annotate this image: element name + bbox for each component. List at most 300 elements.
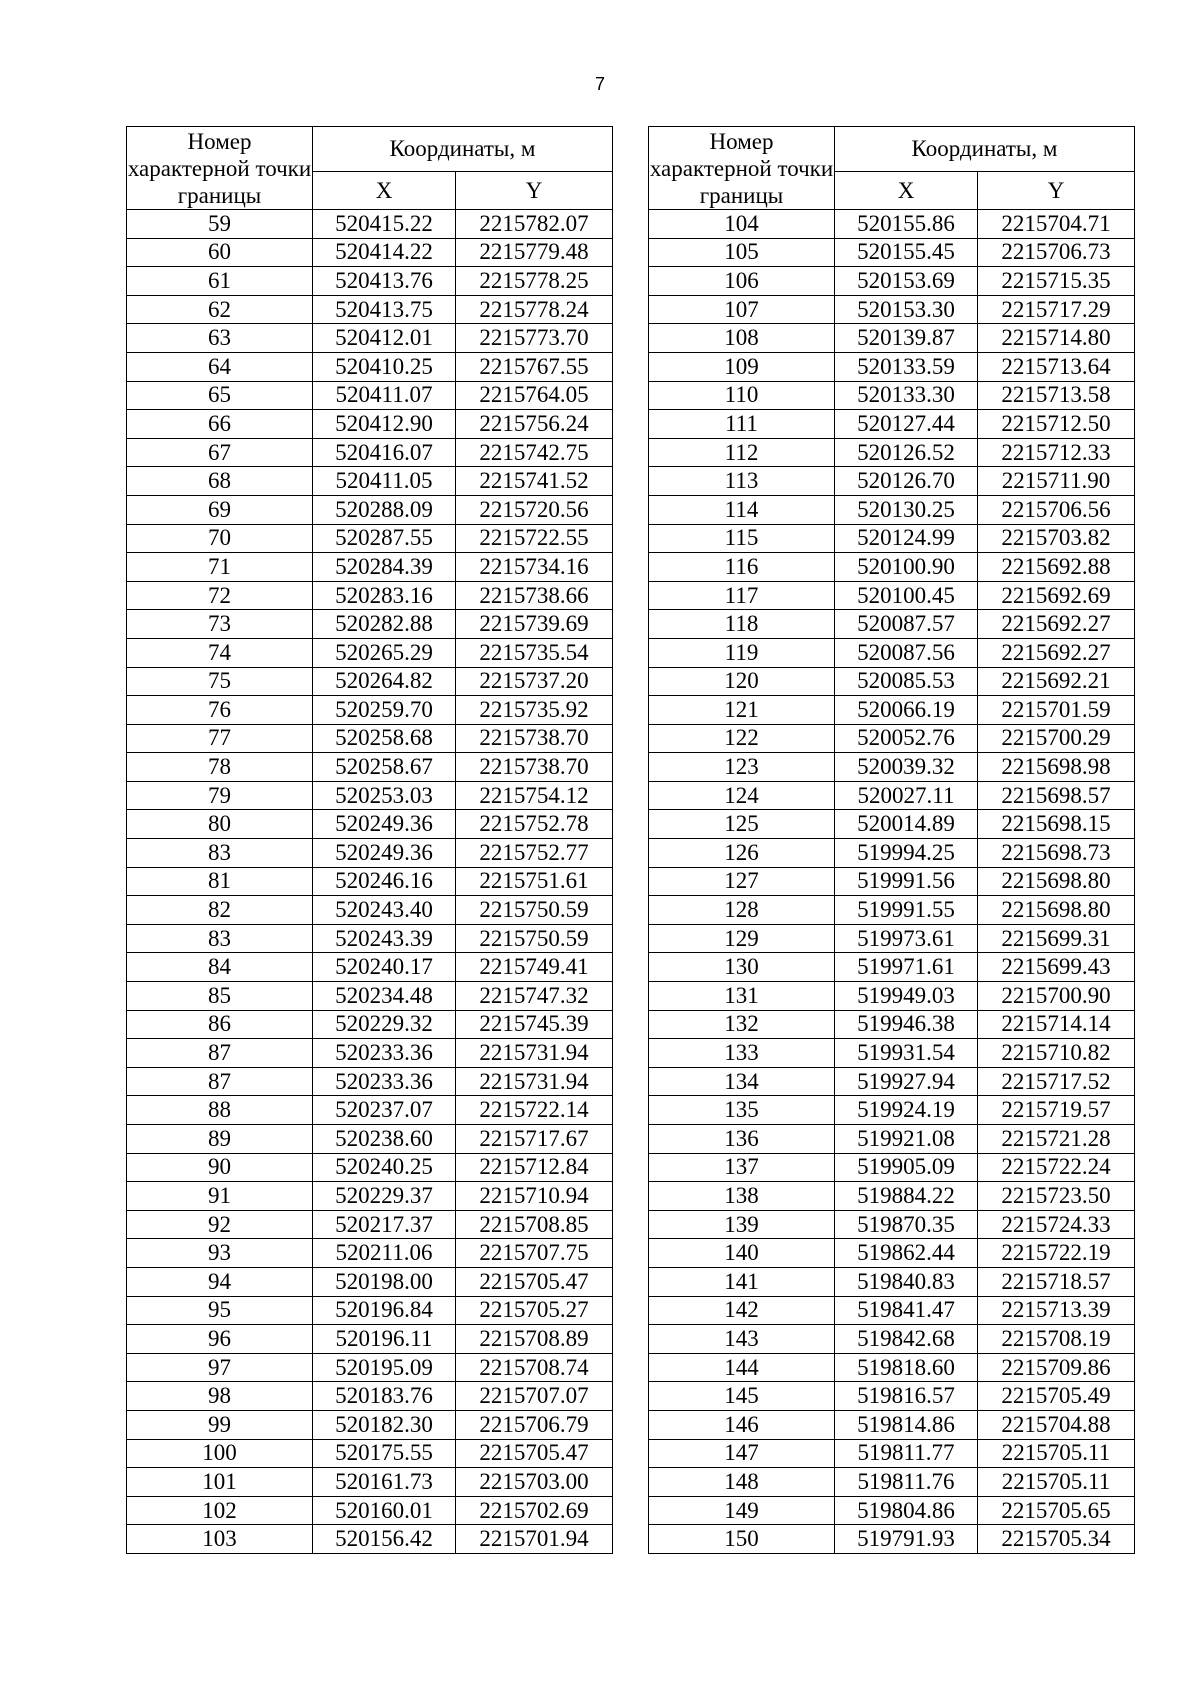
cell-x: 520413.75 [313, 295, 456, 324]
cell-point-number: 70 [127, 524, 313, 553]
table-row [649, 438, 1135, 467]
cell-y: 2215698.98 [978, 753, 1135, 782]
table-row [649, 524, 1135, 553]
table-row [127, 524, 613, 553]
cell-x: 519931.54 [835, 1039, 978, 1068]
table-row [127, 867, 613, 896]
cell-x: 520100.45 [835, 581, 978, 610]
cell-point-number: 77 [127, 724, 313, 753]
cell-x: 520237.07 [313, 1096, 456, 1125]
cell-x: 520253.03 [313, 781, 456, 810]
cell-point-number: 89 [127, 1125, 313, 1154]
cell-y: 2215731.94 [456, 1067, 613, 1096]
cell-y: 2215720.56 [456, 495, 613, 524]
table-row [649, 210, 1135, 239]
cell-x: 520066.19 [835, 696, 978, 725]
cell-point-number: 135 [649, 1096, 835, 1125]
cell-point-number: 72 [127, 581, 313, 610]
cell-y: 2215735.92 [456, 696, 613, 725]
cell-y: 2215705.27 [456, 1296, 613, 1325]
cell-point-number: 80 [127, 810, 313, 839]
table-row [127, 667, 613, 696]
cell-x: 520238.60 [313, 1125, 456, 1154]
cell-y: 2215707.75 [456, 1239, 613, 1268]
cell-point-number: 64 [127, 352, 313, 381]
cell-point-number: 128 [649, 896, 835, 925]
table-row [649, 581, 1135, 610]
table-row [127, 1210, 613, 1239]
cell-x: 520265.29 [313, 638, 456, 667]
cell-point-number: 110 [649, 381, 835, 410]
table-row [649, 238, 1135, 267]
cell-y: 2215722.14 [456, 1096, 613, 1125]
cell-point-number: 120 [649, 667, 835, 696]
cell-point-number: 123 [649, 753, 835, 782]
cell-y: 2215700.90 [978, 982, 1135, 1011]
cell-y: 2215704.71 [978, 210, 1135, 239]
header-y: Y [456, 172, 613, 210]
cell-point-number: 125 [649, 810, 835, 839]
cell-y: 2215708.85 [456, 1210, 613, 1239]
table-row [649, 410, 1135, 439]
cell-y: 2215692.27 [978, 610, 1135, 639]
table-row [649, 1353, 1135, 1382]
cell-y: 2215708.89 [456, 1325, 613, 1354]
cell-x: 519862.44 [835, 1239, 978, 1268]
cell-y: 2215700.29 [978, 724, 1135, 753]
table-row [127, 295, 613, 324]
cell-x: 520196.11 [313, 1325, 456, 1354]
cell-x: 520240.25 [313, 1153, 456, 1182]
table-row [127, 352, 613, 381]
cell-point-number: 87 [127, 1039, 313, 1068]
cell-y: 2215713.39 [978, 1296, 1135, 1325]
table-row [127, 610, 613, 639]
cell-point-number: 115 [649, 524, 835, 553]
cell-y: 2215698.80 [978, 896, 1135, 925]
table-row [127, 1439, 613, 1468]
cell-y: 2215692.69 [978, 581, 1135, 610]
cell-point-number: 142 [649, 1296, 835, 1325]
header-coordinates: Координаты, м [835, 127, 1135, 172]
cell-x: 519791.93 [835, 1525, 978, 1554]
table-row [127, 324, 613, 353]
cell-point-number: 149 [649, 1496, 835, 1525]
table-row [127, 781, 613, 810]
table-row [127, 924, 613, 953]
table-row [127, 1296, 613, 1325]
cell-x: 520411.07 [313, 381, 456, 410]
table-row [127, 982, 613, 1011]
cell-y: 2215745.39 [456, 1010, 613, 1039]
cell-y: 2215706.73 [978, 238, 1135, 267]
table-row [127, 438, 613, 467]
table-row [649, 696, 1135, 725]
cell-x: 520211.06 [313, 1239, 456, 1268]
cell-y: 2215717.67 [456, 1125, 613, 1154]
cell-point-number: 106 [649, 267, 835, 296]
cell-x: 519921.08 [835, 1125, 978, 1154]
cell-x: 519818.60 [835, 1353, 978, 1382]
cell-point-number: 133 [649, 1039, 835, 1068]
cell-x: 519842.68 [835, 1325, 978, 1354]
cell-point-number: 71 [127, 553, 313, 582]
table-row [649, 1125, 1135, 1154]
table-row [127, 1267, 613, 1296]
cell-y: 2215722.24 [978, 1153, 1135, 1182]
cell-point-number: 134 [649, 1067, 835, 1096]
cell-x: 520196.84 [313, 1296, 456, 1325]
cell-x: 519840.83 [835, 1267, 978, 1296]
cell-y: 2215722.19 [978, 1239, 1135, 1268]
cell-x: 520287.55 [313, 524, 456, 553]
cell-y: 2215708.19 [978, 1325, 1135, 1354]
cell-y: 2215717.52 [978, 1067, 1135, 1096]
cell-point-number: 75 [127, 667, 313, 696]
cell-y: 2215713.64 [978, 352, 1135, 381]
cell-point-number: 92 [127, 1210, 313, 1239]
cell-y: 2215710.94 [456, 1182, 613, 1211]
cell-y: 2215738.70 [456, 753, 613, 782]
table-row [649, 638, 1135, 667]
cell-x: 519905.09 [835, 1153, 978, 1182]
cell-point-number: 143 [649, 1325, 835, 1354]
cell-x: 520156.42 [313, 1525, 456, 1554]
coordinates-table-right [648, 126, 1135, 1554]
table-row [649, 1296, 1135, 1325]
cell-y: 2215701.94 [456, 1525, 613, 1554]
cell-x: 520249.36 [313, 810, 456, 839]
table-row [127, 210, 613, 239]
cell-y: 2215754.12 [456, 781, 613, 810]
cell-y: 2215703.82 [978, 524, 1135, 553]
table-row [649, 1325, 1135, 1354]
cell-x: 519841.47 [835, 1296, 978, 1325]
cell-point-number: 129 [649, 924, 835, 953]
cell-x: 520412.01 [313, 324, 456, 353]
cell-point-number: 94 [127, 1267, 313, 1296]
table-row [649, 1010, 1135, 1039]
table-row [127, 1496, 613, 1525]
cell-point-number: 137 [649, 1153, 835, 1182]
cell-point-number: 99 [127, 1410, 313, 1439]
cell-x: 519994.25 [835, 839, 978, 868]
table-row [649, 1525, 1135, 1554]
cell-y: 2215703.00 [456, 1468, 613, 1497]
cell-point-number: 68 [127, 467, 313, 496]
cell-x: 519816.57 [835, 1382, 978, 1411]
table-row [127, 953, 613, 982]
table-row [127, 1067, 613, 1096]
cell-y: 2215692.27 [978, 638, 1135, 667]
table-row [649, 1382, 1135, 1411]
table-row [127, 1182, 613, 1211]
table-row [127, 467, 613, 496]
cell-y: 2215705.11 [978, 1439, 1135, 1468]
table-row [649, 1067, 1135, 1096]
cell-point-number: 114 [649, 495, 835, 524]
header-point-number: Номер характерной точки границы [127, 128, 312, 208]
cell-point-number: 145 [649, 1382, 835, 1411]
cell-y: 2215718.57 [978, 1267, 1135, 1296]
cell-point-number: 126 [649, 839, 835, 868]
table-row [127, 553, 613, 582]
table-row [127, 1239, 613, 1268]
cell-y: 2215714.80 [978, 324, 1135, 353]
table-row [127, 1353, 613, 1382]
cell-point-number: 144 [649, 1353, 835, 1382]
cell-y: 2215723.50 [978, 1182, 1135, 1211]
cell-y: 2215711.90 [978, 467, 1135, 496]
cell-point-number: 140 [649, 1239, 835, 1268]
cell-point-number: 62 [127, 295, 313, 324]
cell-point-number: 150 [649, 1525, 835, 1554]
cell-y: 2215739.69 [456, 610, 613, 639]
cell-point-number: 65 [127, 381, 313, 410]
cell-y: 2215722.55 [456, 524, 613, 553]
table-row [649, 324, 1135, 353]
cell-x: 519949.03 [835, 982, 978, 1011]
table-row [649, 896, 1135, 925]
table-row [649, 1496, 1135, 1525]
cell-y: 2215699.31 [978, 924, 1135, 953]
cell-y: 2215705.47 [456, 1439, 613, 1468]
cell-y: 2215709.86 [978, 1353, 1135, 1382]
header-coordinates: Координаты, м [313, 127, 613, 172]
cell-point-number: 119 [649, 638, 835, 667]
table-row [127, 1010, 613, 1039]
cell-y: 2215731.94 [456, 1039, 613, 1068]
cell-y: 2215737.20 [456, 667, 613, 696]
cell-y: 2215742.75 [456, 438, 613, 467]
cell-point-number: 101 [127, 1468, 313, 1497]
cell-y: 2215705.11 [978, 1468, 1135, 1497]
cell-x: 519811.77 [835, 1439, 978, 1468]
cell-y: 2215705.34 [978, 1525, 1135, 1554]
table-row [649, 267, 1135, 296]
table-row [127, 753, 613, 782]
cell-x: 519870.35 [835, 1210, 978, 1239]
page-number: 7 [594, 74, 605, 94]
cell-point-number: 105 [649, 238, 835, 267]
header-x: X [835, 172, 978, 210]
cell-point-number: 147 [649, 1439, 835, 1468]
table-row [649, 1439, 1135, 1468]
cell-x: 519991.56 [835, 867, 978, 896]
cell-y: 2215714.14 [978, 1010, 1135, 1039]
cell-y: 2215750.59 [456, 924, 613, 953]
cell-x: 520258.67 [313, 753, 456, 782]
cell-point-number: 95 [127, 1296, 313, 1325]
cell-y: 2215712.50 [978, 410, 1135, 439]
cell-x: 520415.22 [313, 210, 456, 239]
cell-y: 2215767.55 [456, 352, 613, 381]
cell-y: 2215717.29 [978, 295, 1135, 324]
cell-point-number: 104 [649, 210, 835, 239]
cell-point-number: 122 [649, 724, 835, 753]
cell-x: 520283.16 [313, 581, 456, 610]
cell-y: 2215708.74 [456, 1353, 613, 1382]
cell-x: 520259.70 [313, 696, 456, 725]
cell-x: 520234.48 [313, 982, 456, 1011]
cell-y: 2215752.78 [456, 810, 613, 839]
cell-x: 520183.76 [313, 1382, 456, 1411]
cell-x: 520182.30 [313, 1410, 456, 1439]
table-row [127, 1525, 613, 1554]
cell-point-number: 108 [649, 324, 835, 353]
cell-x: 519811.76 [835, 1468, 978, 1497]
table-row [649, 1039, 1135, 1068]
table-row [649, 1210, 1135, 1239]
table-row [127, 410, 613, 439]
cell-y: 2215738.66 [456, 581, 613, 610]
cell-x: 519814.86 [835, 1410, 978, 1439]
cell-y: 2215706.79 [456, 1410, 613, 1439]
cell-point-number: 69 [127, 495, 313, 524]
table-row [649, 982, 1135, 1011]
cell-y: 2215735.54 [456, 638, 613, 667]
table-row [127, 1125, 613, 1154]
table-row [127, 267, 613, 296]
cell-y: 2215706.56 [978, 495, 1135, 524]
cell-y: 2215699.43 [978, 953, 1135, 982]
cell-point-number: 100 [127, 1439, 313, 1468]
cell-x: 520087.56 [835, 638, 978, 667]
cell-point-number: 93 [127, 1239, 313, 1268]
table-row [649, 1267, 1135, 1296]
cell-point-number: 67 [127, 438, 313, 467]
table-row [649, 352, 1135, 381]
table-row [127, 839, 613, 868]
coordinates-table-left [126, 126, 613, 1554]
table-row [649, 781, 1135, 810]
cell-x: 520288.09 [313, 495, 456, 524]
cell-point-number: 74 [127, 638, 313, 667]
cell-x: 520087.57 [835, 610, 978, 639]
cell-point-number: 121 [649, 696, 835, 725]
cell-point-number: 85 [127, 982, 313, 1011]
table-row [649, 381, 1135, 410]
cell-x: 520052.76 [835, 724, 978, 753]
cell-y: 2215782.07 [456, 210, 613, 239]
cell-y: 2215692.21 [978, 667, 1135, 696]
cell-y: 2215764.05 [456, 381, 613, 410]
table-row [649, 839, 1135, 868]
cell-y: 2215773.70 [456, 324, 613, 353]
table-row [127, 724, 613, 753]
table-row [649, 724, 1135, 753]
cell-point-number: 88 [127, 1096, 313, 1125]
cell-y: 2215702.69 [456, 1496, 613, 1525]
cell-y: 2215715.35 [978, 267, 1135, 296]
table-row [649, 1239, 1135, 1268]
header-x: X [313, 172, 456, 210]
cell-x: 520229.37 [313, 1182, 456, 1211]
table-body-right [649, 210, 1135, 1554]
cell-y: 2215698.80 [978, 867, 1135, 896]
cell-point-number: 86 [127, 1010, 313, 1039]
table-row [649, 495, 1135, 524]
table-row [127, 1039, 613, 1068]
cell-x: 520217.37 [313, 1210, 456, 1239]
cell-y: 2215778.25 [456, 267, 613, 296]
cell-x: 520243.40 [313, 896, 456, 925]
cell-x: 520085.53 [835, 667, 978, 696]
cell-x: 520246.16 [313, 867, 456, 896]
cell-point-number: 78 [127, 753, 313, 782]
cell-y: 2215698.57 [978, 781, 1135, 810]
cell-point-number: 60 [127, 238, 313, 267]
cell-point-number: 61 [127, 267, 313, 296]
cell-point-number: 146 [649, 1410, 835, 1439]
table-row [127, 1096, 613, 1125]
table-row [127, 381, 613, 410]
cell-point-number: 132 [649, 1010, 835, 1039]
cell-point-number: 91 [127, 1182, 313, 1211]
cell-x: 519946.38 [835, 1010, 978, 1039]
cell-x: 520153.30 [835, 295, 978, 324]
table-row [649, 924, 1135, 953]
cell-x: 520027.11 [835, 781, 978, 810]
cell-y: 2215747.32 [456, 982, 613, 1011]
cell-x: 520198.00 [313, 1267, 456, 1296]
cell-y: 2215750.59 [456, 896, 613, 925]
cell-x: 520412.90 [313, 410, 456, 439]
cell-point-number: 83 [127, 924, 313, 953]
table-row [127, 495, 613, 524]
cell-x: 519924.19 [835, 1096, 978, 1125]
table-row [649, 553, 1135, 582]
cell-y: 2215707.07 [456, 1382, 613, 1411]
cell-x: 520282.88 [313, 610, 456, 639]
cell-x: 520416.07 [313, 438, 456, 467]
table-row [127, 1153, 613, 1182]
cell-x: 520264.82 [313, 667, 456, 696]
cell-x: 520039.32 [835, 753, 978, 782]
table-row [649, 1468, 1135, 1497]
cell-point-number: 79 [127, 781, 313, 810]
cell-x: 520240.17 [313, 953, 456, 982]
cell-y: 2215779.48 [456, 238, 613, 267]
cell-x: 520414.22 [313, 238, 456, 267]
cell-x: 520175.55 [313, 1439, 456, 1468]
cell-point-number: 131 [649, 982, 835, 1011]
cell-point-number: 141 [649, 1267, 835, 1296]
cell-x: 520195.09 [313, 1353, 456, 1382]
table-row [649, 1410, 1135, 1439]
cell-point-number: 96 [127, 1325, 313, 1354]
table-row [649, 295, 1135, 324]
cell-x: 520130.25 [835, 495, 978, 524]
cell-y: 2215705.49 [978, 1382, 1135, 1411]
cell-point-number: 76 [127, 696, 313, 725]
cell-x: 519804.86 [835, 1496, 978, 1525]
table-row [649, 1182, 1135, 1211]
cell-y: 2215756.24 [456, 410, 613, 439]
cell-x: 520139.87 [835, 324, 978, 353]
table-row [649, 1096, 1135, 1125]
cell-x: 520155.45 [835, 238, 978, 267]
table-row [127, 810, 613, 839]
cell-y: 2215751.61 [456, 867, 613, 896]
cell-x: 520133.59 [835, 352, 978, 381]
cell-x: 520229.32 [313, 1010, 456, 1039]
cell-y: 2215701.59 [978, 696, 1135, 725]
cell-point-number: 103 [127, 1525, 313, 1554]
cell-x: 520155.86 [835, 210, 978, 239]
table-row [127, 696, 613, 725]
cell-x: 519973.61 [835, 924, 978, 953]
